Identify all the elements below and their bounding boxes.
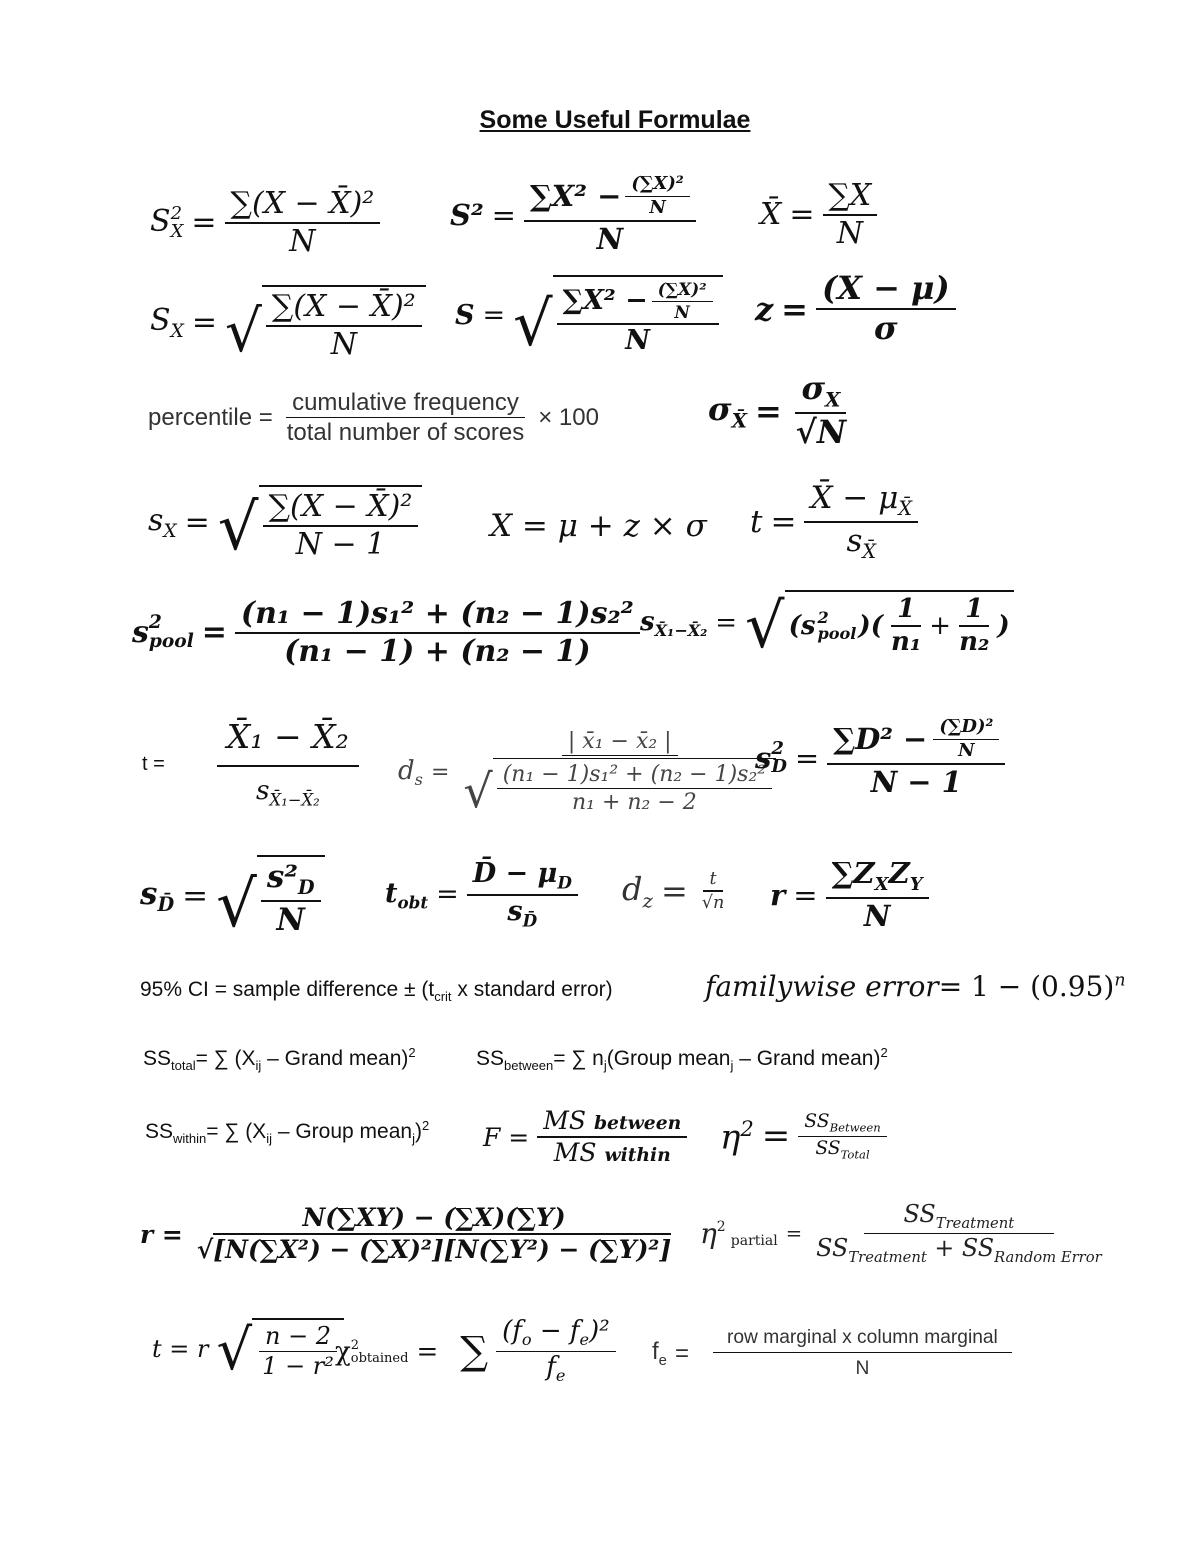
formula-sd-differences: $s_{D̄}$ = √ $\frac{s^2_D}{N}$ <box>140 855 325 937</box>
formula-ss-total: $SS_{total}=$ ∑ ($X_{ij}$ – Grand mean)$^2$ <box>143 1045 416 1074</box>
sqrt-radical: √ $\frac{n - 2}{\text{1 − r²}}$ <box>216 1318 343 1379</box>
formula-confidence-interval: 95% CI = sample difference ± ($t_{crit}$ x standard error) <box>140 978 613 1005</box>
formula-t-independent: t = $\frac{\text{X̄₁ − X̄₂}}{s_{X̄_1-X̄_2}}$ <box>142 720 359 808</box>
formula-cohens-ds: $d_s$ = | x̄₁ − x̄₂ | √ $\frac{\text{(n₁ − 1)s₁² + (n₂ − 1)s₂²}}{\text{n₁ + n₂ − 2}}$ <box>398 730 782 814</box>
lhs: S 2 X <box>150 203 184 242</box>
sqrt-radical: √ $\frac{\text{∑(X − X̄)²}}{N - 1}$ <box>218 485 423 560</box>
formula-expected-frequency: $f_e$ = $\frac{\text{row marginal x column marginal}}{N}$ <box>652 1328 1012 1379</box>
formula-variance-computational: S² = ∑X² − $\frac{\text{(∑X)²}}{N}$ N <box>450 175 696 254</box>
formula-pooled-variance: s 2 pool = $\frac{\text{(n₁ − 1)s₁² + (n₂ − 1)s₂²}}{\text{(n₁ − 1) + (n₂ − 1)}}$ <box>132 598 640 667</box>
fraction: ∑X² − $\frac{\text{(∑X)²}}{N}$ N <box>524 175 696 254</box>
formula-eta-squared: $\eta^2$ = $\frac{SS_{Between}}{SS_{Total}}$ <box>720 1112 887 1161</box>
formula-pearson-r: r = $\frac{N(\sum XY) - (\sum X)(\sum Y)}{\text{√[N(∑X²) − (∑X)²][N(∑Y²) − (∑Y)²]}}$ <box>140 1203 672 1265</box>
formula-ss-within: $SS_{within}=$ ∑ ($X_{ij}$ – Group mean$_j$)$^2$ <box>145 1118 430 1147</box>
formula-f-ratio: F = $\frac{\text{MS between}}{\text{MS within}}$ <box>483 1108 687 1167</box>
sqrt-radical: √ $\frac{\text{∑(X − X̄)²}}{N}$ <box>225 285 426 360</box>
formula-r-zscores: r = $\frac{\sum Z_XZ_Y}{N}$ <box>770 858 929 931</box>
sqrt-radical: √ (s 2 pool )( $\frac{1}{\text{n₁}}$ + $\frac{1}{\text{n₂}}$ ) <box>745 590 1014 657</box>
formula-percentile: percentile = $\frac{\text{cumulative frequency}}{\text{total number of scores}}$ × 100 <box>148 389 599 447</box>
formula-x-from-z: X = μ + z × σ <box>490 508 707 544</box>
sqrt-radical: √ ∑X² − $\frac{\text{(∑X)²}}{N}$ N <box>513 275 722 355</box>
formula-chi-squared: χ 2 obtained = ∑ $\frac{(f_o - f_e)^2}{f_e}$ <box>335 1318 616 1385</box>
sqrt-radical: √ $\frac{s^2_D}{N}$ <box>216 855 324 937</box>
formula-sd-computational: S = √ ∑X² − $\frac{\text{(∑X)²}}{N}$ N <box>455 275 723 355</box>
page-title: Some Useful Formulae <box>479 106 751 134</box>
formula-mean: X̄ = $\frac{\sum X}{N}$ <box>760 180 877 249</box>
formula-sd-population: $S_X$ = √ $\frac{\text{∑(X − X̄)²}}{N}$ <box>150 285 426 360</box>
formula-ss-between: $SS_{between}=$ ∑ $n_j(Group$ mean$_j$ – Grand mean)$^2$ <box>476 1045 888 1074</box>
formula-variance-differences: s 2 D = ∑D² − $\frac{\text{(∑D)²}}{N}$ N − 1 <box>755 718 1005 797</box>
formula-familywise-error: familywise error= $1 - (0.95)^n$ <box>705 970 1126 1003</box>
formula-t-one-sample: t = $\frac{X̄ - \mu_{X̄}}{s_{X̄}}$ <box>750 482 918 563</box>
formula-zscore: z = $\frac{(X - \mu)}{\sigma}$ <box>755 272 956 345</box>
formula-eta-partial: η 2 partial = $\frac{SS_{Treatment}}{SS_{Treatment} + SS_{Random Error}}$ <box>700 1200 1102 1266</box>
formula-t-from-r: t = r √ $\frac{n - 2}{\text{1 − r²}}$ <box>152 1318 344 1379</box>
formula-variance-population: S 2 X = $\frac{\text{∑(X − X̄)²}}{N}$ <box>150 188 380 257</box>
formula-standard-error-mean: $\sigma_{X̄}$ = $\frac{\sigma_X}{√N}$ <box>708 369 847 452</box>
fraction: $\frac{\text{∑(X − X̄)²}}{N}$ <box>225 188 381 257</box>
formula-t-obtained: $t_{obt}$ = $\frac{D̄ - \mu_D}{s_{D̄}}$ <box>385 860 578 930</box>
fraction: $\frac{\sum X}{N}$ <box>823 180 878 249</box>
formula-se-difference: $s_{X̄_1-X̄_2}$ = √ (s 2 pool )( $\frac{1}{\text{n₁}}$ + $\frac{1}{\text{n₂}}$ ) <box>640 590 1014 657</box>
formula-sd-sample: $s_X$ = √ $\frac{\text{∑(X − X̄)²}}{N - 1}$ <box>148 485 422 560</box>
formula-cohens-dz: $d_z$ = $\frac{t}{√n}$ <box>622 869 725 914</box>
